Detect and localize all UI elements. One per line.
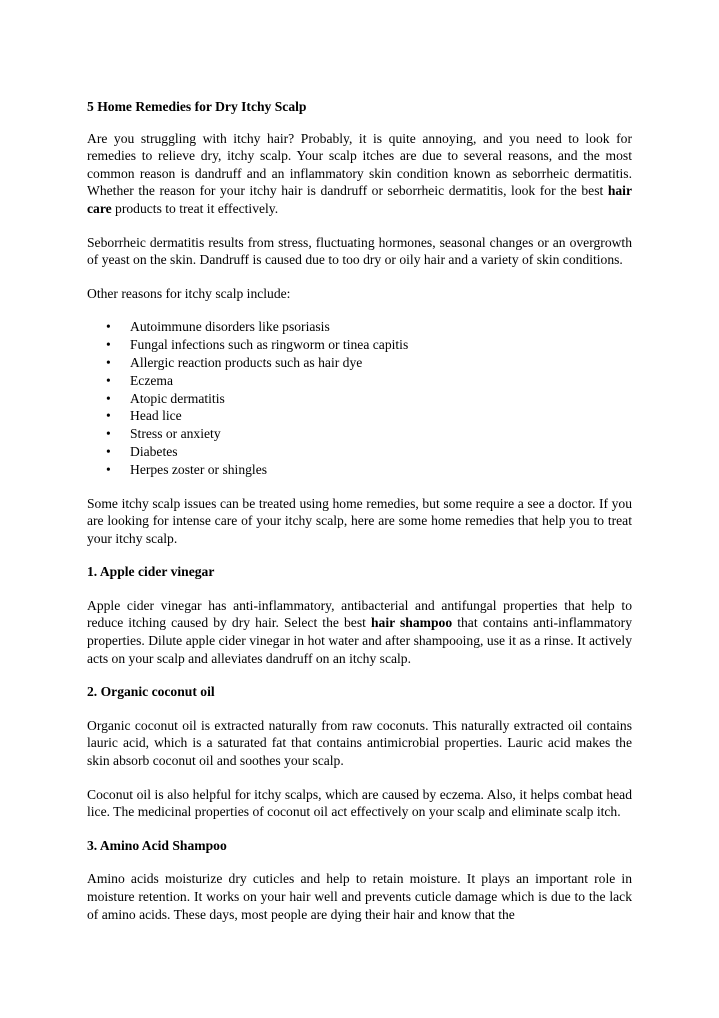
intro-text-1: Are you struggling with itchy hair? Probably, it is quite annoying, and you need to look for remedies to relieve dry, itchy scalp. Your scalp itches are due to several reasons, and the most common reason is dandruff and an inflammatory skin condition known as seborrheic dermatitis. Whether the reason for your itchy hair is dandruff or seborrheic dermatitis, look for the best: [87, 130, 632, 199]
coconut-oil-paragraph-2: Coconut oil is also helpful for itchy scalps, which are caused by eczema. Also, it helps combat head lice. The medicinal properties of coconut oil act effectively on your scalp and eliminate scalp itch.: [87, 786, 632, 820]
intro-paragraph: [87, 130, 632, 218]
bullet-icon: •: [106, 319, 111, 335]
list-intro: Other reasons for itchy scalp include:: [87, 285, 291, 301]
bullet-icon: •: [106, 426, 111, 442]
list-item: [87, 425, 632, 443]
home-remedies-intro: Some itchy scalp issues can be treated using home remedies, but some require a see a doctor. If you are looking for intense care of your itchy scalp, here are some home remedies that help you to treat your itchy scalp.: [87, 495, 632, 546]
apple-text-2: that contains anti-inflammatory properties. Dilute apple cider vinegar in hot water and after shampooing, use it as a rinse. It actively acts on your scalp and alleviates dandruff on an itchy scalp.: [87, 615, 632, 666]
list-item: [87, 407, 632, 425]
hair-care-keyword: hair care: [87, 183, 632, 216]
bullet-icon: •: [106, 372, 111, 388]
bullet-icon: •: [106, 354, 111, 370]
bullet-icon: •: [106, 337, 111, 353]
apple-text-1: Apple cider vinegar has anti-inflammatory, antibacterial and antifungal properties that help to reduce itching caused by dry hair. Select the best: [87, 597, 632, 631]
list-item-text: Herpes zoster or shingles: [130, 461, 268, 477]
intro-text-2: products to treat it effectively.: [111, 200, 279, 216]
document-page: [87, 98, 632, 939]
list-item: [87, 461, 632, 479]
list-item-text: Head lice: [130, 408, 182, 424]
section-heading-apple-cider-vinegar: 1. Apple cider vinegar: [87, 564, 215, 580]
amino-acid-paragraph: Amino acids moisturize dry cuticles and help to retain moisture. It plays an important role in moisture retention. It works on your hair well and prevents cuticle damage which is due to the lack of amino acids. These days, most people are dying their hair and know that the: [87, 871, 632, 922]
bullet-icon: •: [106, 443, 111, 459]
list-item: [87, 372, 632, 390]
list-item-text: Eczema: [130, 372, 174, 388]
seborrheic-paragraph: Seborrheic dermatitis results from stress, fluctuating hormones, seasonal changes or an overgrowth of yeast on the skin. Dandruff is caused due to too dry or oily hair and a variety of skin conditions.: [87, 234, 632, 268]
reasons-list: [87, 318, 632, 478]
list-item-text: Atopic dermatitis: [130, 390, 225, 406]
list-item: [87, 318, 632, 336]
list-item-text: Autoimmune disorders like psoriasis: [130, 319, 330, 335]
list-item: [87, 390, 632, 408]
list-item: [87, 336, 632, 354]
section-heading-coconut-oil: 2. Organic coconut oil: [87, 684, 215, 700]
coconut-oil-paragraph-1: Organic coconut oil is extracted naturally from raw coconuts. This naturally extracted oil contains lauric acid, which is a saturated fat that contains antimicrobial properties. Lauric acid makes the skin absorb coconut oil and soothes your scalp.: [87, 717, 632, 769]
section-heading-amino-acid-shampoo: 3. Amino Acid Shampoo: [87, 837, 227, 853]
list-item-text: Fungal infections such as ringworm or tinea capitis: [130, 337, 409, 353]
list-item-text: Allergic reaction products such as hair dye: [130, 354, 363, 370]
list-item-text: Stress or anxiety: [130, 426, 221, 442]
apple-cider-vinegar-paragraph: [87, 597, 632, 667]
list-item: [87, 443, 632, 461]
bullet-icon: •: [106, 461, 111, 477]
bullet-icon: •: [106, 390, 111, 406]
bullet-icon: •: [106, 408, 111, 424]
list-item: [87, 354, 632, 372]
list-item-text: Diabetes: [130, 443, 178, 459]
hair-shampoo-keyword: hair shampoo: [371, 615, 453, 631]
document-title: 5 Home Remedies for Dry Itchy Scalp: [87, 99, 307, 114]
